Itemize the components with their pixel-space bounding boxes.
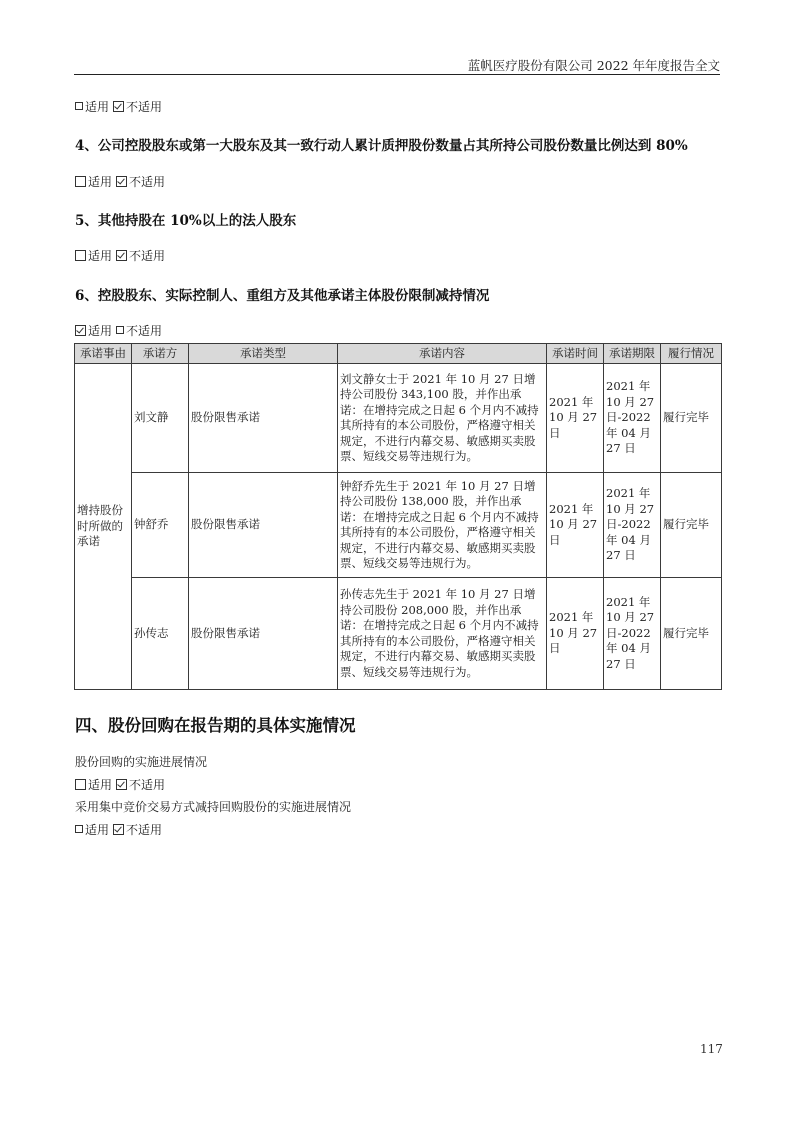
checkbox-checked-icon bbox=[116, 250, 127, 261]
buyback-progress-label: 股份回购的实施进展情况 bbox=[75, 755, 208, 769]
header-time: 承诺时间 bbox=[547, 344, 604, 364]
checkbox-empty-icon bbox=[75, 176, 86, 187]
applicable-label: 适用 bbox=[88, 324, 113, 338]
not-applicable-label: 不适用 bbox=[126, 100, 163, 114]
commitment-period: 2021 年 10 月 27 日-2022 年 04 月 27 日 bbox=[604, 364, 661, 473]
applicable-label: 适用 bbox=[88, 778, 113, 792]
header-period: 承诺期限 bbox=[604, 344, 661, 364]
checkbox-empty-icon bbox=[116, 326, 124, 334]
commitment-type: 股份限售承诺 bbox=[189, 473, 338, 578]
table-row bbox=[75, 364, 722, 473]
section-6-title: 6、控股股东、实际控制人、重组方及其他承诺主体股份限制减持情况 bbox=[75, 288, 490, 304]
commitment-time: 2021 年 10 月 27 日 bbox=[547, 364, 604, 473]
buyback-section-title: 四、股份回购在报告期的具体实施情况 bbox=[75, 716, 356, 735]
checkbox-empty-icon bbox=[75, 825, 83, 833]
page-header-title: 蓝帆医疗股份有限公司 2022 年年度报告全文 bbox=[467, 58, 720, 73]
buyback-reduction-label: 采用集中竞价交易方式减持回购股份的实施进展情况 bbox=[75, 800, 352, 814]
applicable-label: 适用 bbox=[85, 823, 110, 837]
checkbox-checked-icon bbox=[113, 824, 124, 835]
commitment-period: 2021 年 10 月 27 日-2022 年 04 月 27 日 bbox=[604, 473, 661, 578]
buyback-progress-applicability bbox=[75, 776, 165, 793]
header-party: 承诺方 bbox=[132, 344, 189, 364]
header-reason: 承诺事由 bbox=[75, 344, 132, 364]
section-4-applicability bbox=[75, 173, 165, 190]
checkbox-checked-icon bbox=[75, 325, 86, 336]
section-4-title: 4、公司控股股东或第一大股东及其一致行动人累计质押股份数量占其所持公司股份数量比例达到 80% bbox=[75, 138, 688, 154]
not-applicable-label: 不适用 bbox=[126, 823, 163, 837]
commitment-party: 孙传志 bbox=[132, 578, 189, 690]
commitment-reason: 增持股份时所做的承诺 bbox=[75, 364, 132, 690]
table-row bbox=[75, 473, 722, 578]
commitment-period: 2021 年 10 月 27 日-2022 年 04 月 27 日 bbox=[604, 578, 661, 690]
commitment-content: 孙传志先生于 2021 年 10 月 27 日增持公司股份 208,000 股，并作出承诺：在增持完成之日起 6 个月内不减持其所持有的本公司股份，严格遵守相关规定，不进行内幕交易、敏感期买卖股票、短线交易等违规行为。 bbox=[338, 578, 547, 690]
checkbox-checked-icon bbox=[113, 101, 124, 112]
commitment-type: 股份限售承诺 bbox=[189, 364, 338, 473]
not-applicable-label: 不适用 bbox=[129, 249, 166, 263]
commitment-status: 履行完毕 bbox=[661, 364, 722, 473]
commitment-status: 履行完毕 bbox=[661, 473, 722, 578]
section-5-applicability bbox=[75, 247, 165, 264]
checkbox-empty-icon bbox=[75, 102, 83, 110]
checkbox-checked-icon bbox=[116, 779, 127, 790]
commitment-status: 履行完毕 bbox=[661, 578, 722, 690]
header-divider bbox=[74, 74, 720, 75]
header-status: 履行情况 bbox=[661, 344, 722, 364]
checkbox-empty-icon bbox=[75, 250, 86, 261]
buyback-reduction-applicability bbox=[75, 821, 162, 838]
table-row bbox=[75, 578, 722, 690]
applicable-label: 适用 bbox=[88, 175, 113, 189]
commitment-content: 刘文静女士于 2021 年 10 月 27 日增持公司股份 343,100 股，并作出承诺：在增持完成之日起 6 个月内不减持其所持有的本公司股份，严格遵守相关规定，不进行内幕交易、敏感期买卖股票、短线交易等违规行为。 bbox=[338, 364, 547, 473]
commitment-type: 股份限售承诺 bbox=[189, 578, 338, 690]
table-header-row bbox=[75, 344, 722, 364]
section-5-title: 5、其他持股在 10%以上的法人股东 bbox=[75, 213, 297, 229]
top-applicability bbox=[75, 98, 162, 115]
section-6-applicability bbox=[75, 322, 162, 339]
commitment-time: 2021 年 10 月 27 日 bbox=[547, 578, 604, 690]
checkbox-checked-icon bbox=[116, 176, 127, 187]
commitment-content: 钟舒乔先生于 2021 年 10 月 27 日增持公司股份 138,000 股，并作出承诺：在增持完成之日起 6 个月内不减持其所持有的本公司股份，严格遵守相关规定，不进行内幕交易、敏感期买卖股票、短线交易等违规行为。 bbox=[338, 473, 547, 578]
applicable-label: 适用 bbox=[85, 100, 110, 114]
not-applicable-label: 不适用 bbox=[129, 778, 166, 792]
header-content: 承诺内容 bbox=[338, 344, 547, 364]
not-applicable-label: 不适用 bbox=[129, 175, 166, 189]
header-type: 承诺类型 bbox=[189, 344, 338, 364]
checkbox-empty-icon bbox=[75, 779, 86, 790]
page-number: 117 bbox=[700, 1042, 723, 1056]
commitment-table bbox=[74, 343, 722, 690]
commitment-party: 刘文静 bbox=[132, 364, 189, 473]
applicable-label: 适用 bbox=[88, 249, 113, 263]
commitment-time: 2021 年 10 月 27 日 bbox=[547, 473, 604, 578]
not-applicable-label: 不适用 bbox=[126, 324, 163, 338]
commitment-party: 钟舒乔 bbox=[132, 473, 189, 578]
